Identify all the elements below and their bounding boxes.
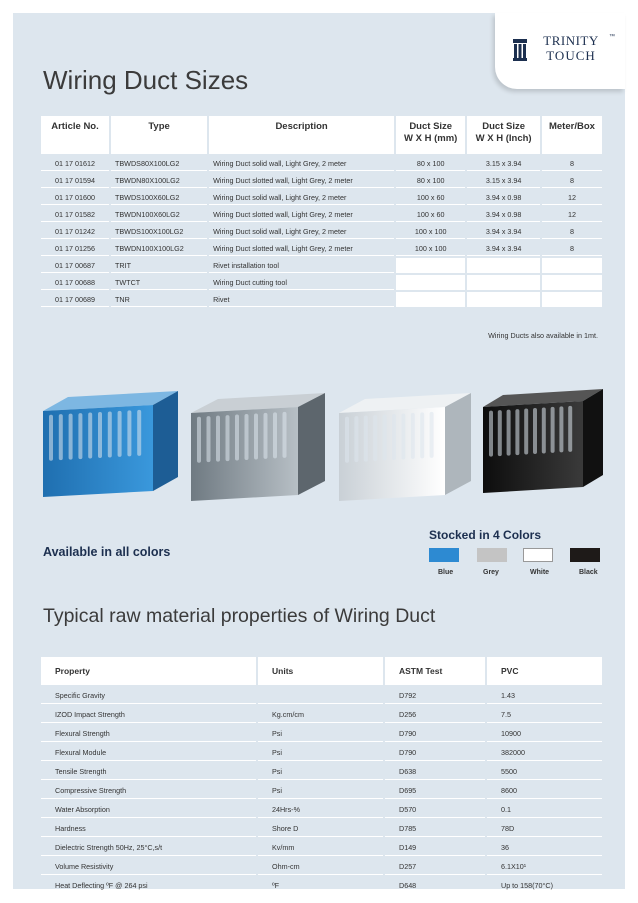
properties-row	[41, 725, 602, 742]
sizes-cell: 3.15 x 3.94	[467, 156, 540, 171]
properties-row	[41, 782, 602, 799]
sizes-cell: 3.15 x 3.94	[467, 173, 540, 188]
sizes-cell: 80 x 100	[396, 156, 465, 171]
sizes-cell: 01 17 01612	[41, 156, 109, 171]
properties-table	[39, 655, 604, 896]
sizes-cell: Wiring Duct solid wall, Light Grey, 2 meter	[209, 224, 394, 239]
sizes-row	[41, 275, 602, 290]
properties-header-row	[41, 657, 602, 685]
sizes-cell: 01 17 00687	[41, 258, 109, 273]
properties-cell: Flexural Strength	[41, 725, 256, 742]
sizes-cell: TWTCT	[111, 275, 207, 290]
duct-slot	[411, 413, 415, 459]
properties-row	[41, 706, 602, 723]
duct-slot	[559, 406, 563, 452]
properties-cell: Compressive Strength	[41, 782, 256, 799]
duct-slot	[345, 417, 349, 463]
duct-slot	[118, 411, 122, 457]
sizes-cell: 8	[542, 156, 602, 171]
properties-cell: 7.5	[487, 706, 602, 723]
sizes-cell: 01 17 01582	[41, 207, 109, 222]
header-subline: W X H (Inch)	[475, 133, 532, 144]
duct-slot	[226, 415, 230, 461]
properties-cell: Shore D	[258, 820, 383, 837]
sizes-cell: 8	[542, 173, 602, 188]
swatch-label-blue: Blue	[438, 569, 454, 576]
stocked-colors-heading: Stocked in 4 Colors	[429, 528, 542, 542]
properties-row	[41, 801, 602, 818]
properties-cell: D256	[385, 706, 485, 723]
sizes-cell: 80 x 100	[396, 173, 465, 188]
properties-cell: Up to 158(70°C)	[487, 877, 602, 894]
properties-cell: Kv/mm	[258, 839, 383, 856]
sizes-col-header	[542, 116, 602, 154]
sizes-cell	[396, 292, 465, 307]
duct-slot	[78, 413, 82, 459]
properties-cell: D785	[385, 820, 485, 837]
sizes-cell: 8	[542, 241, 602, 256]
header-line: Article No.	[51, 121, 99, 132]
properties-row	[41, 820, 602, 837]
properties-cell: Ohm-cm	[258, 858, 383, 875]
sizes-col-header	[111, 116, 207, 154]
sizes-cell: Wiring Duct slotted wall, Light Grey, 2 meter	[209, 241, 394, 256]
sizes-cell	[396, 275, 465, 290]
properties-cell: Dielectric Strength 50Hz, 25°C,s/t	[41, 839, 256, 856]
sizes-cell: 100 x 60	[396, 207, 465, 222]
duct-slot	[127, 410, 131, 456]
header-line: Duct Size	[409, 121, 453, 132]
duct-slot	[364, 416, 368, 462]
sizes-row	[41, 258, 602, 273]
properties-cell: 8600	[487, 782, 602, 799]
duct-slot	[69, 414, 73, 460]
properties-cell: ºF	[258, 877, 383, 894]
header-line: Duct Size	[482, 121, 526, 132]
duct-slot	[515, 409, 519, 455]
properties-cell: Psi	[258, 725, 383, 742]
sizes-cell: TBWDN80X100LG2	[111, 173, 207, 188]
sizes-cell: TBWDS80X100LG2	[111, 156, 207, 171]
sizes-cell: 01 17 01600	[41, 190, 109, 205]
sizes-cell: 3.94 x 0.98	[467, 190, 540, 205]
sizes-cell	[542, 258, 602, 273]
properties-row	[41, 839, 602, 856]
properties-cell	[258, 687, 383, 704]
properties-col-header: ASTM Test	[385, 657, 485, 685]
duct-slot	[59, 414, 63, 460]
sizes-cell: Rivet	[209, 292, 394, 307]
sizes-cell: 01 17 00689	[41, 292, 109, 307]
properties-row	[41, 858, 602, 875]
sizes-cell: 12	[542, 207, 602, 222]
sizes-cell: 01 17 00688	[41, 275, 109, 290]
sizes-cell: 100 x 100	[396, 224, 465, 239]
properties-cell: 6.1X10¹	[487, 858, 602, 875]
properties-cell: Volume Resistivity	[41, 858, 256, 875]
sizes-cell: TBWDN100X100LG2	[111, 241, 207, 256]
properties-title: Typical raw material properties of Wiring Duct	[43, 605, 436, 627]
sizes-col-header	[41, 116, 109, 154]
sizes-cell: Wiring Duct cutting tool	[209, 275, 394, 290]
duct-slot	[383, 415, 387, 461]
duct-slot	[354, 416, 358, 462]
sizes-row	[41, 190, 602, 205]
brand-line1: TRINITY	[543, 33, 599, 48]
properties-cell: D149	[385, 839, 485, 856]
properties-cell: Psi	[258, 782, 383, 799]
brand-wordmark	[531, 33, 615, 63]
properties-cell: 36	[487, 839, 602, 856]
duct-slot	[524, 409, 528, 455]
duct-slot	[392, 414, 396, 460]
properties-col-header: Units	[258, 657, 383, 685]
properties-cell: 382000	[487, 744, 602, 761]
properties-col-header: Property	[41, 657, 256, 685]
sizes-cell: 01 17 01242	[41, 224, 109, 239]
properties-cell: Hardness	[41, 820, 256, 837]
sizes-cell: 100 x 60	[396, 190, 465, 205]
properties-row	[41, 877, 602, 894]
duct-slot	[273, 412, 277, 458]
properties-cell: Water Absorption	[41, 801, 256, 818]
brand-logo	[495, 13, 625, 89]
duct-slot	[420, 412, 424, 458]
properties-cell: IZOD Impact Strength	[41, 706, 256, 723]
header-line: Description	[275, 121, 328, 132]
datasheet-page	[13, 13, 625, 889]
duct-slot	[264, 413, 268, 459]
sizes-cell: Wiring Duct slotted wall, Light Grey, 2 meter	[209, 173, 394, 188]
sizes-row	[41, 292, 602, 307]
properties-cell: Specific Gravity	[41, 687, 256, 704]
duct-slot	[430, 412, 434, 458]
properties-cell: Tensile Strength	[41, 763, 256, 780]
sizes-cell	[542, 275, 602, 290]
sizes-cell: 01 17 01256	[41, 241, 109, 256]
sizes-cell: 3.94 x 3.94	[467, 224, 540, 239]
sizes-col-header	[209, 116, 394, 154]
duct-slot	[533, 408, 537, 454]
sizes-cell: Wiring Duct solid wall, Light Grey, 2 meter	[209, 190, 394, 205]
properties-cell: Heat Deflecting ºF @ 264 psi	[41, 877, 256, 894]
sizes-header-row	[41, 116, 602, 154]
sizes-title: Wiring Duct Sizes	[43, 65, 249, 95]
sizes-cell	[542, 292, 602, 307]
duct-slot	[283, 412, 287, 458]
sizes-cell: 12	[542, 190, 602, 205]
sizes-cell: Wiring Duct slotted wall, Light Grey, 2 meter	[209, 207, 394, 222]
brand-line2: TOUCH	[546, 48, 596, 63]
header-line: Type	[148, 121, 170, 132]
sizes-cell	[396, 258, 465, 273]
sizes-cell: Rivet installation tool	[209, 258, 394, 273]
properties-cell: D638	[385, 763, 485, 780]
sizes-col-header	[396, 116, 465, 154]
duct-slot	[551, 407, 555, 453]
duct-slot	[137, 410, 141, 456]
duct-slot	[49, 415, 53, 461]
duct-slot	[216, 416, 220, 462]
duct-slot	[245, 414, 249, 460]
duct-slot	[373, 415, 377, 461]
properties-cell: 0.1	[487, 801, 602, 818]
availability-note: Wiring Ducts also available in 1mt.	[488, 331, 598, 340]
properties-col-header: PVC	[487, 657, 602, 685]
available-colors-heading: Available in all colors	[43, 545, 171, 559]
duct-slot	[197, 417, 201, 463]
duct-slot	[108, 412, 112, 458]
sizes-cell: TBWDS100X60LG2	[111, 190, 207, 205]
properties-cell: Kg.cm/cm	[258, 706, 383, 723]
properties-cell: 5500	[487, 763, 602, 780]
sizes-cell: Wiring Duct solid wall, Light Grey, 2 meter	[209, 156, 394, 171]
properties-cell: 10900	[487, 725, 602, 742]
properties-cell: Psi	[258, 763, 383, 780]
swatch-black	[570, 548, 600, 562]
properties-row	[41, 744, 602, 761]
properties-cell: 1.43	[487, 687, 602, 704]
sizes-cell	[467, 292, 540, 307]
duct-slot	[88, 413, 92, 459]
sizes-row	[41, 224, 602, 239]
header-line: Meter/Box	[548, 121, 595, 132]
sizes-cell	[467, 258, 540, 273]
properties-cell: Flexural Module	[41, 744, 256, 761]
sizes-cell: 3.94 x 3.94	[467, 241, 540, 256]
duct-slot	[401, 414, 405, 460]
sizes-cell	[467, 275, 540, 290]
properties-cell: 78D	[487, 820, 602, 837]
swatch-blue	[429, 548, 459, 562]
properties-cell: D790	[385, 744, 485, 761]
properties-cell: D257	[385, 858, 485, 875]
properties-cell: Psi	[258, 744, 383, 761]
duct-slot	[98, 412, 102, 458]
sizes-row	[41, 156, 602, 171]
sizes-col-header	[467, 116, 540, 154]
trademark-mark: ™	[609, 34, 615, 40]
properties-cell: D648	[385, 877, 485, 894]
sizes-cell: 3.94 x 0.98	[467, 207, 540, 222]
duct-slot	[498, 410, 502, 456]
swatch-white	[523, 548, 553, 562]
properties-row	[41, 687, 602, 704]
duct-slot	[254, 414, 258, 460]
sizes-row	[41, 241, 602, 256]
duct-slot	[207, 416, 211, 462]
sizes-cell: TBWDS100X100LG2	[111, 224, 207, 239]
properties-cell: D790	[385, 725, 485, 742]
sizes-cell: 100 x 100	[396, 241, 465, 256]
duct-slot	[542, 408, 546, 454]
sizes-table	[39, 114, 604, 309]
properties-cell: D570	[385, 801, 485, 818]
properties-cell: D792	[385, 687, 485, 704]
wiring-duct-photos	[43, 383, 603, 503]
header-subline: W X H (mm)	[404, 133, 458, 144]
duct-slot	[568, 406, 572, 452]
swatch-label-white: White	[530, 569, 550, 576]
sizes-row	[41, 173, 602, 188]
swatch-grey	[477, 548, 507, 562]
duct-slot	[489, 411, 493, 457]
duct-slot	[235, 415, 239, 461]
trinity-tower-icon	[513, 39, 527, 61]
swatch-label-grey: Grey	[483, 569, 499, 576]
properties-cell: 24Hrs-%	[258, 801, 383, 818]
swatch-label-black: Black	[579, 569, 598, 576]
sizes-cell: 01 17 01594	[41, 173, 109, 188]
sizes-row	[41, 207, 602, 222]
duct-slot	[507, 410, 511, 456]
properties-row	[41, 763, 602, 780]
properties-cell: D695	[385, 782, 485, 799]
sizes-cell: TRIT	[111, 258, 207, 273]
sizes-cell: 8	[542, 224, 602, 239]
sizes-cell: TBWDN100X60LG2	[111, 207, 207, 222]
sizes-cell: TNR	[111, 292, 207, 307]
